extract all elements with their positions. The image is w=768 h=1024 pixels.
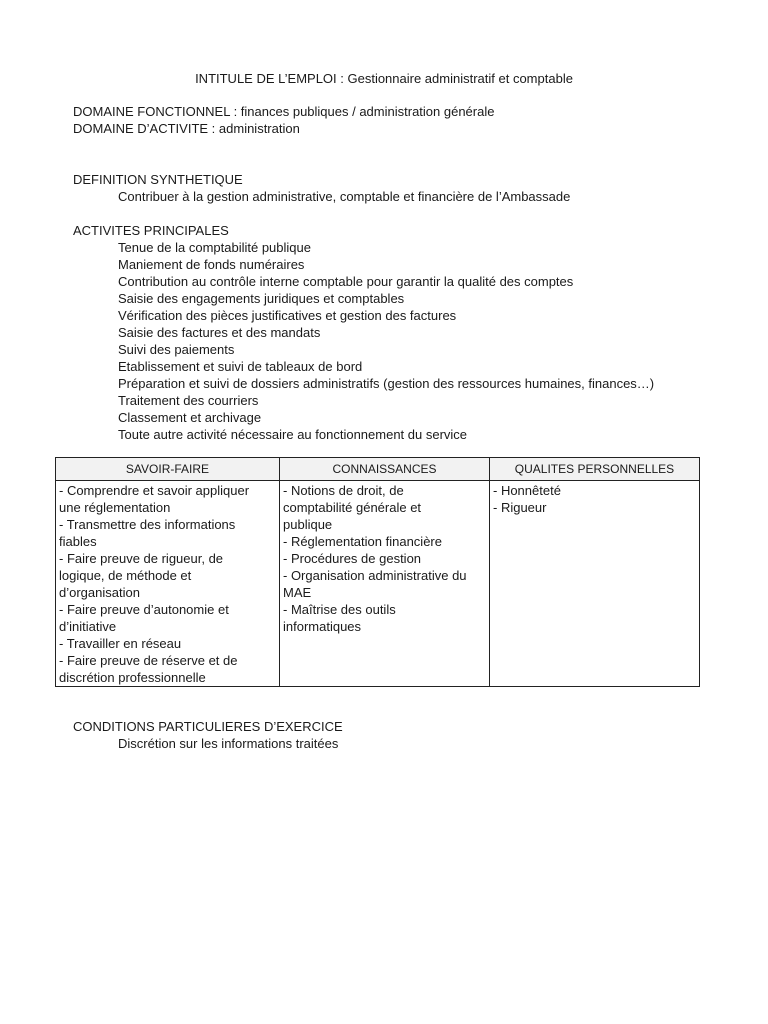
savoir-faire-line: logique, de méthode et	[59, 568, 192, 583]
header-qualites: QUALITES PERSONNELLES	[490, 458, 700, 481]
connaissances-line: comptabilité générale et	[283, 500, 422, 515]
activity-item: Préparation et suivi de dossiers administratifs (gestion des ressources humaines, finances…)	[118, 376, 655, 391]
savoir-faire-line: - Faire preuve d’autonomie et	[59, 602, 229, 617]
activity-item: Toute autre activité nécessaire au fonctionnement du service	[118, 427, 468, 442]
conditions-section	[73, 718, 343, 752]
activity-item: Maniement de fonds numéraires	[118, 257, 305, 272]
activity-item: Tenue de la comptabilité publique	[118, 240, 311, 255]
connaissances-line: publique	[283, 517, 333, 532]
connaissances-line: - Réglementation financière	[283, 534, 442, 549]
table-header-row	[56, 458, 700, 481]
header-connaissances: CONNAISSANCES	[280, 458, 490, 481]
qualites-line: - Rigueur	[493, 500, 547, 515]
savoir-faire-line: - Comprendre et savoir appliquer	[59, 483, 250, 498]
skills-table	[55, 457, 700, 687]
activity-item: Vérification des pièces justificatives et gestion des factures	[118, 308, 457, 323]
connaissances-line: informatiques	[283, 619, 362, 634]
savoir-faire-line: une réglementation	[59, 500, 171, 515]
connaissances-line: - Maîtrise des outils	[283, 602, 396, 617]
header-savoir-faire: SAVOIR-FAIRE	[56, 458, 280, 481]
cell-savoir-faire	[56, 481, 280, 687]
activity-item: Contribution au contrôle interne comptable pour garantir la qualité des comptes	[118, 274, 574, 289]
conditions-text: Discrétion sur les informations traitées	[118, 736, 339, 751]
activity-item: Saisie des factures et des mandats	[118, 325, 321, 340]
cell-qualites	[490, 481, 700, 687]
savoir-faire-line: - Transmettre des informations	[59, 517, 236, 532]
job-title: INTITULE DE L’EMPLOI : Gestionnaire administratif et comptable	[195, 71, 573, 86]
activity-item: Saisie des engagements juridiques et comptables	[118, 291, 405, 306]
savoir-faire-line: fiables	[59, 534, 97, 549]
savoir-faire-line: - Faire preuve de rigueur, de	[59, 551, 224, 566]
connaissances-line: - Notions de droit, de	[283, 483, 404, 498]
activity-item: Classement et archivage	[118, 410, 262, 425]
savoir-faire-line: - Faire preuve de réserve et de	[59, 653, 238, 668]
activities-section	[73, 222, 654, 443]
qualites-line: - Honnêteté	[493, 483, 561, 498]
connaissances-line: MAE	[283, 585, 312, 600]
conditions-heading: CONDITIONS PARTICULIERES D’EXERCICE	[73, 719, 343, 734]
definition-heading: DEFINITION SYNTHETIQUE	[73, 172, 243, 187]
cell-connaissances	[280, 481, 490, 687]
savoir-faire-line: - Travailler en réseau	[59, 636, 182, 651]
activity-domain: DOMAINE D’ACTIVITE : administration	[73, 121, 300, 136]
functional-domain: DOMAINE FONCTIONNEL : finances publiques / administration générale	[73, 104, 495, 119]
domain-block	[73, 103, 494, 137]
savoir-faire-line: d’organisation	[59, 585, 140, 600]
activity-item: Traitement des courriers	[118, 393, 259, 408]
activities-heading: ACTIVITES PRINCIPALES	[73, 223, 229, 238]
savoir-faire-line: d’initiative	[59, 619, 117, 634]
activity-item: Etablissement et suivi de tableaux de bord	[118, 359, 363, 374]
savoir-faire-line: discrétion professionnelle	[59, 670, 206, 685]
definition-section	[73, 171, 570, 205]
connaissances-line: - Procédures de gestion	[283, 551, 422, 566]
connaissances-line: - Organisation administrative du	[283, 568, 467, 583]
definition-text: Contribuer à la gestion administrative, comptable et financière de l’Ambassade	[118, 189, 571, 204]
table-row	[56, 481, 700, 687]
activity-item: Suivi des paiements	[118, 342, 235, 357]
